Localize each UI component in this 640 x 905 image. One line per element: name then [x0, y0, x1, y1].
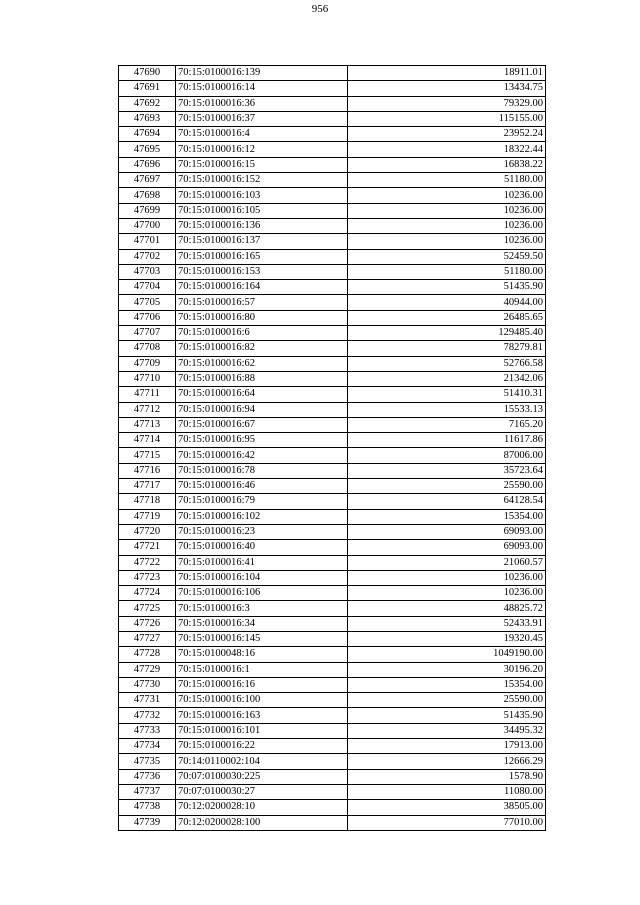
cadastral-number-cell: 70:15:0100016:137: [176, 234, 348, 249]
cadastral-number-cell: 70:15:0100016:88: [176, 371, 348, 386]
cadastral-number-cell: 70:15:0100016:80: [176, 310, 348, 325]
row-number-cell: 47713: [119, 417, 176, 432]
table-row: [119, 800, 546, 815]
row-number-cell: 47702: [119, 249, 176, 264]
table-row: [119, 173, 546, 188]
cadastral-number-cell: 70:15:0100016:6: [176, 326, 348, 341]
cadastral-value-cell: 15354.00: [348, 509, 546, 524]
table-row: [119, 463, 546, 478]
table-row: [119, 494, 546, 509]
table-row: [119, 66, 546, 81]
cadastral-value-cell: 1049190.00: [348, 647, 546, 662]
row-number-cell: 47691: [119, 81, 176, 96]
row-number-cell: 47738: [119, 800, 176, 815]
row-number-cell: 47707: [119, 326, 176, 341]
cadastral-number-cell: 70:15:0100016:23: [176, 524, 348, 539]
table-body: [119, 66, 546, 831]
cadastral-number-cell: 70:15:0100016:95: [176, 433, 348, 448]
cadastral-number-cell: 70:15:0100016:78: [176, 463, 348, 478]
table-row: [119, 188, 546, 203]
cadastral-value-cell: 13434.75: [348, 81, 546, 96]
row-number-cell: 47727: [119, 631, 176, 646]
cadastral-value-cell: 10236.00: [348, 218, 546, 233]
row-number-cell: 47734: [119, 739, 176, 754]
cadastral-number-cell: 70:15:0100016:4: [176, 127, 348, 142]
cadastral-number-cell: 70:15:0100016:100: [176, 693, 348, 708]
row-number-cell: 47709: [119, 356, 176, 371]
row-number-cell: 47728: [119, 647, 176, 662]
cadastral-number-cell: 70:15:0100016:12: [176, 142, 348, 157]
table-row: [119, 784, 546, 799]
row-number-cell: 47717: [119, 479, 176, 494]
row-number-cell: 47715: [119, 448, 176, 463]
cadastral-value-cell: 21342.06: [348, 371, 546, 386]
cadastral-number-cell: 70:15:0100048:16: [176, 647, 348, 662]
table-row: [119, 96, 546, 111]
table-row: [119, 203, 546, 218]
cadastral-number-cell: 70:15:0100016:1: [176, 662, 348, 677]
cadastral-number-cell: 70:15:0100016:79: [176, 494, 348, 509]
table-row: [119, 295, 546, 310]
row-number-cell: 47698: [119, 188, 176, 203]
cadastral-value-cell: 21060.57: [348, 555, 546, 570]
table-row: [119, 448, 546, 463]
row-number-cell: 47693: [119, 111, 176, 126]
table-row: [119, 387, 546, 402]
row-number-cell: 47721: [119, 540, 176, 555]
table-row: [119, 616, 546, 631]
table-row: [119, 326, 546, 341]
table-row: [119, 815, 546, 830]
table-row: [119, 234, 546, 249]
row-number-cell: 47736: [119, 769, 176, 784]
table-row: [119, 157, 546, 172]
table-row: [119, 249, 546, 264]
table-row: [119, 417, 546, 432]
row-number-cell: 47710: [119, 371, 176, 386]
cadastral-value-cell: 77010.00: [348, 815, 546, 830]
cadastral-value-cell: 17913.00: [348, 739, 546, 754]
cadastral-value-cell: 19320.45: [348, 631, 546, 646]
cadastral-value-cell: 12666.29: [348, 754, 546, 769]
cadastral-value-cell: 87006.00: [348, 448, 546, 463]
cadastral-number-cell: 70:15:0100016:106: [176, 586, 348, 601]
cadastral-value-cell: 10236.00: [348, 203, 546, 218]
cadastral-value-cell: 40944.00: [348, 295, 546, 310]
cadastral-value-cell: 7165.20: [348, 417, 546, 432]
table-row: [119, 433, 546, 448]
table-row: [119, 570, 546, 585]
cadastral-value-cell: 18911.01: [348, 66, 546, 81]
row-number-cell: 47737: [119, 784, 176, 799]
cadastral-value-cell: 10236.00: [348, 586, 546, 601]
table-row: [119, 111, 546, 126]
row-number-cell: 47716: [119, 463, 176, 478]
table-row: [119, 540, 546, 555]
cadastral-value-cell: 10236.00: [348, 188, 546, 203]
row-number-cell: 47732: [119, 708, 176, 723]
table-row: [119, 479, 546, 494]
cadastral-number-cell: 70:12:0200028:10: [176, 800, 348, 815]
cadastral-number-cell: 70:15:0100016:36: [176, 96, 348, 111]
table-row: [119, 218, 546, 233]
table-row: [119, 739, 546, 754]
row-number-cell: 47729: [119, 662, 176, 677]
cadastral-value-cell: 69093.00: [348, 524, 546, 539]
row-number-cell: 47704: [119, 280, 176, 295]
row-number-cell: 47708: [119, 341, 176, 356]
cadastral-value-table: [118, 65, 546, 831]
row-number-cell: 47697: [119, 173, 176, 188]
row-number-cell: 47724: [119, 586, 176, 601]
row-number-cell: 47711: [119, 387, 176, 402]
cadastral-value-cell: 51180.00: [348, 264, 546, 279]
row-number-cell: 47718: [119, 494, 176, 509]
cadastral-value-cell: 69093.00: [348, 540, 546, 555]
table-row: [119, 402, 546, 417]
cadastral-value-cell: 30196.20: [348, 662, 546, 677]
table-row: [119, 81, 546, 96]
row-number-cell: 47701: [119, 234, 176, 249]
cadastral-value-cell: 18322.44: [348, 142, 546, 157]
table-row: [119, 754, 546, 769]
row-number-cell: 47720: [119, 524, 176, 539]
table-row: [119, 142, 546, 157]
cadastral-number-cell: 70:15:0100016:40: [176, 540, 348, 555]
cadastral-value-cell: 26485.65: [348, 310, 546, 325]
cadastral-value-cell: 15354.00: [348, 677, 546, 692]
table-row: [119, 647, 546, 662]
cadastral-value-cell: 35723.64: [348, 463, 546, 478]
table-row: [119, 677, 546, 692]
cadastral-value-cell: 52459.50: [348, 249, 546, 264]
row-number-cell: 47700: [119, 218, 176, 233]
cadastral-number-cell: 70:15:0100016:62: [176, 356, 348, 371]
cadastral-number-cell: 70:15:0100016:46: [176, 479, 348, 494]
cadastral-number-cell: 70:15:0100016:15: [176, 157, 348, 172]
row-number-cell: 47703: [119, 264, 176, 279]
cadastral-number-cell: 70:15:0100016:37: [176, 111, 348, 126]
cadastral-number-cell: 70:15:0100016:153: [176, 264, 348, 279]
cadastral-value-cell: 51410.31: [348, 387, 546, 402]
table-row: [119, 662, 546, 677]
cadastral-value-cell: 38505.00: [348, 800, 546, 815]
cadastral-value-cell: 78279.81: [348, 341, 546, 356]
cadastral-number-cell: 70:15:0100016:136: [176, 218, 348, 233]
row-number-cell: 47714: [119, 433, 176, 448]
cadastral-number-cell: 70:15:0100016:22: [176, 739, 348, 754]
cadastral-number-cell: 70:15:0100016:164: [176, 280, 348, 295]
cadastral-number-cell: 70:15:0100016:16: [176, 677, 348, 692]
table-row: [119, 769, 546, 784]
cadastral-value-cell: 10236.00: [348, 570, 546, 585]
cadastral-value-cell: 51180.00: [348, 173, 546, 188]
cadastral-number-cell: 70:15:0100016:67: [176, 417, 348, 432]
row-number-cell: 47699: [119, 203, 176, 218]
cadastral-number-cell: 70:15:0100016:94: [176, 402, 348, 417]
page-number: 956: [311, 3, 329, 15]
table-row: [119, 555, 546, 570]
cadastral-number-cell: 70:15:0100016:64: [176, 387, 348, 402]
table-row: [119, 310, 546, 325]
row-number-cell: 47696: [119, 157, 176, 172]
cadastral-value-cell: 25590.00: [348, 693, 546, 708]
row-number-cell: 47695: [119, 142, 176, 157]
cadastral-value-cell: 51435.90: [348, 280, 546, 295]
cadastral-number-cell: 70:15:0100016:102: [176, 509, 348, 524]
table-row: [119, 356, 546, 371]
cadastral-number-cell: 70:15:0100016:41: [176, 555, 348, 570]
cadastral-number-cell: 70:14:0110002:104: [176, 754, 348, 769]
cadastral-number-cell: 70:15:0100016:105: [176, 203, 348, 218]
cadastral-number-cell: 70:15:0100016:3: [176, 601, 348, 616]
cadastral-value-cell: 1578.90: [348, 769, 546, 784]
cadastral-value-cell: 25590.00: [348, 479, 546, 494]
table-row: [119, 127, 546, 142]
cadastral-number-cell: 70:15:0100016:57: [176, 295, 348, 310]
cadastral-value-cell: 11617.86: [348, 433, 546, 448]
cadastral-value-cell: 64128.54: [348, 494, 546, 509]
row-number-cell: 47692: [119, 96, 176, 111]
cadastral-number-cell: 70:15:0100016:42: [176, 448, 348, 463]
cadastral-value-cell: 129485.40: [348, 326, 546, 341]
cadastral-number-cell: 70:15:0100016:101: [176, 723, 348, 738]
cadastral-number-cell: 70:15:0100016:104: [176, 570, 348, 585]
cadastral-number-cell: 70:07:0100030:225: [176, 769, 348, 784]
row-number-cell: 47722: [119, 555, 176, 570]
table-row: [119, 524, 546, 539]
cadastral-number-cell: 70:15:0100016:145: [176, 631, 348, 646]
cadastral-value-cell: 48825.72: [348, 601, 546, 616]
cadastral-number-cell: 70:15:0100016:103: [176, 188, 348, 203]
row-number-cell: 47694: [119, 127, 176, 142]
table-row: [119, 601, 546, 616]
cadastral-number-cell: 70:15:0100016:163: [176, 708, 348, 723]
table-row: [119, 280, 546, 295]
cadastral-value-cell: 10236.00: [348, 234, 546, 249]
cadastral-value-cell: 52766.58: [348, 356, 546, 371]
cadastral-value-cell: 11080.00: [348, 784, 546, 799]
cadastral-number-cell: 70:15:0100016:82: [176, 341, 348, 356]
table-row: [119, 586, 546, 601]
row-number-cell: 47730: [119, 677, 176, 692]
cadastral-number-cell: 70:15:0100016:14: [176, 81, 348, 96]
cadastral-number-cell: 70:15:0100016:34: [176, 616, 348, 631]
table-row: [119, 371, 546, 386]
cadastral-value-cell: 79329.00: [348, 96, 546, 111]
table-row: [119, 264, 546, 279]
cadastral-number-cell: 70:15:0100016:139: [176, 66, 348, 81]
cadastral-number-cell: 70:07:0100030:27: [176, 784, 348, 799]
row-number-cell: 47712: [119, 402, 176, 417]
cadastral-value-cell: 15533.13: [348, 402, 546, 417]
cadastral-value-cell: 51435.90: [348, 708, 546, 723]
row-number-cell: 47719: [119, 509, 176, 524]
table-row: [119, 341, 546, 356]
row-number-cell: 47725: [119, 601, 176, 616]
row-number-cell: 47723: [119, 570, 176, 585]
cadastral-value-cell: 23952.24: [348, 127, 546, 142]
table-row: [119, 509, 546, 524]
row-number-cell: 47690: [119, 66, 176, 81]
cadastral-value-cell: 115155.00: [348, 111, 546, 126]
cadastral-number-cell: 70:15:0100016:165: [176, 249, 348, 264]
row-number-cell: 47735: [119, 754, 176, 769]
cadastral-value-cell: 16838.22: [348, 157, 546, 172]
row-number-cell: 47726: [119, 616, 176, 631]
row-number-cell: 47706: [119, 310, 176, 325]
cadastral-value-cell: 52433.91: [348, 616, 546, 631]
table-row: [119, 723, 546, 738]
row-number-cell: 47705: [119, 295, 176, 310]
row-number-cell: 47733: [119, 723, 176, 738]
cadastral-value-cell: 34495.32: [348, 723, 546, 738]
cadastral-number-cell: 70:15:0100016:152: [176, 173, 348, 188]
row-number-cell: 47739: [119, 815, 176, 830]
cadastral-number-cell: 70:12:0200028:100: [176, 815, 348, 830]
table-row: [119, 631, 546, 646]
table-row: [119, 708, 546, 723]
table-row: [119, 693, 546, 708]
row-number-cell: 47731: [119, 693, 176, 708]
